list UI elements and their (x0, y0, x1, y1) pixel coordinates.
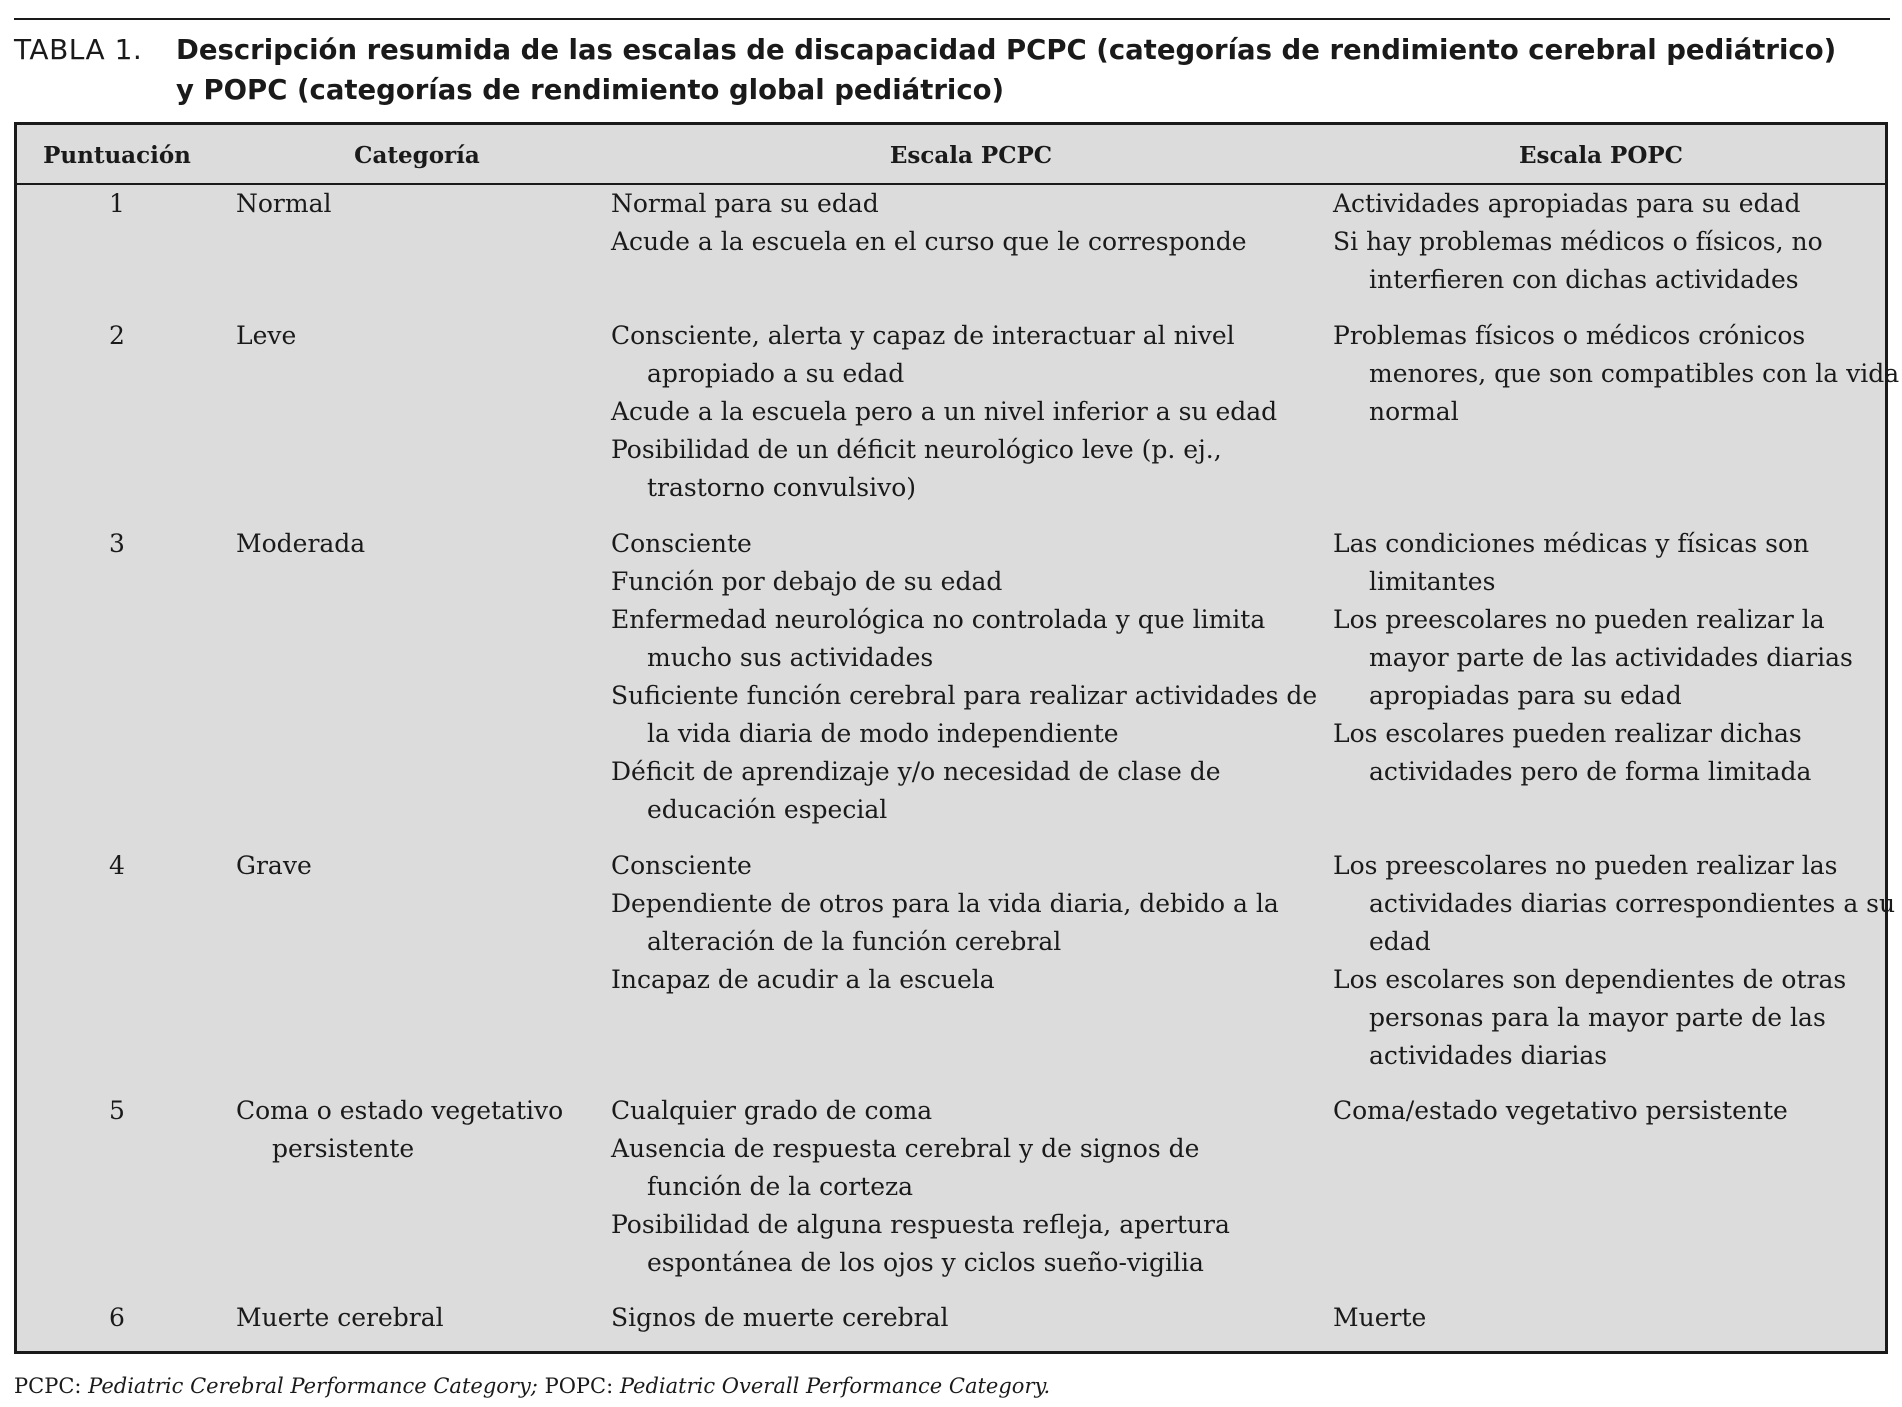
footnote-pcpc-expansion: Pediatric Cerebral Performance Category; (88, 1374, 538, 1398)
header-category: Categoría (354, 142, 480, 169)
pcpc-item: Consciente (611, 529, 752, 558)
pcpc-item: Enfermedad neurológica no controlada y que limita mucho sus actividades (611, 605, 1266, 672)
popc-item: Muerte (1333, 1303, 1427, 1332)
pcpc-item: Suficiente función cerebral para realizar actividades de la vida diaria de modo independiente (611, 681, 1318, 748)
category-cell (236, 1299, 606, 1337)
table-caption-line-1: Descripción resumida de las escalas de discapacidad PCPC (categorías de rendimiento cerebral pediátrico) (176, 34, 1837, 66)
popc-cell (1333, 317, 1900, 431)
popc-item: Las condiciones médicas y físicas son limitantes (1333, 529, 1810, 596)
pcpc-cell (611, 1299, 1331, 1337)
footnote-abbr-popc: POPC: (537, 1374, 620, 1398)
category-cell (236, 847, 606, 885)
popc-cell (1333, 1299, 1893, 1337)
category-text: Muerte cerebral (236, 1303, 444, 1332)
score-cell: 1 (109, 189, 125, 218)
score-cell: 3 (109, 529, 125, 558)
table-caption-line-2: y POPC (categorías de rendimiento global pediátrico) (176, 74, 1005, 106)
popc-cell (1333, 525, 1893, 791)
pcpc-item: Cualquier grado de coma (611, 1096, 933, 1125)
top-rule (14, 18, 1890, 20)
pcpc-item: Déficit de aprendizaje y/o necesidad de clase de educación especial (611, 757, 1221, 824)
category-cell (236, 1092, 606, 1168)
popc-cell (1333, 847, 1896, 1075)
popc-item: Los escolares son dependientes de otras personas para la mayor parte de las actividades diarias (1333, 965, 1847, 1070)
pcpc-cell (611, 525, 1331, 829)
footnote-popc-expansion: Pediatric Overall Performance Category. (619, 1374, 1051, 1398)
pcpc-cell (611, 317, 1331, 507)
table-number-label: TABLA 1. (14, 33, 143, 66)
pcpc-cell (611, 185, 1331, 261)
header-pcpc: Escala PCPC (889, 142, 1053, 169)
category-cell (236, 185, 606, 223)
category-text: Coma o estado vegetativo persistente (236, 1096, 564, 1163)
footnote-abbr-pcpc: PCPC: (14, 1374, 89, 1398)
category-text: Normal (236, 189, 332, 218)
table-caption (176, 30, 1876, 110)
category-text: Grave (236, 851, 312, 880)
pcpc-item: Consciente (611, 851, 752, 880)
popc-item: Actividades apropiadas para su edad (1333, 189, 1801, 218)
popc-cell (1333, 185, 1893, 299)
popc-item: Si hay problemas médicos o físicos, no interfieren con dichas actividades (1333, 227, 1823, 294)
pcpc-item: Posibilidad de un déficit neurológico leve (p. ej., trastorno convulsivo) (611, 435, 1222, 502)
pcpc-item: Incapaz de acudir a la escuela (611, 965, 995, 994)
category-cell (236, 317, 606, 355)
header-popc: Escala POPC (1519, 142, 1683, 169)
popc-item: Coma/estado vegetativo persistente (1333, 1096, 1788, 1125)
category-cell (236, 525, 606, 563)
score-cell: 6 (109, 1303, 125, 1332)
pcpc-item: Función por debajo de su edad (611, 567, 1003, 596)
pcpc-item: Normal para su edad (611, 189, 879, 218)
category-text: Moderada (236, 529, 366, 558)
pcpc-item: Signos de muerte cerebral (611, 1303, 949, 1332)
popc-item: Los escolares pueden realizar dichas actividades pero de forma limitada (1333, 719, 1812, 786)
header-score: Puntuación (43, 142, 191, 169)
table-header-row (17, 125, 1885, 185)
disability-scale-table (14, 122, 1900, 1354)
pcpc-item: Ausencia de respuesta cerebral y de signos de función de la corteza (611, 1134, 1200, 1201)
pcpc-item: Dependiente de otros para la vida diaria, debido a la alteración de la función cerebral (611, 889, 1279, 956)
popc-cell (1333, 1092, 1893, 1130)
pcpc-item: Posibilidad de alguna respuesta refleja, apertura espontánea de los ojos y ciclos sueño-vigilia (611, 1210, 1230, 1277)
pcpc-item: Acude a la escuela pero a un nivel inferior a su edad (611, 397, 1278, 426)
score-cell: 2 (109, 321, 125, 350)
pcpc-item: Consciente, alerta y capaz de interactuar al nivel apropiado a su edad (611, 321, 1235, 388)
score-cell: 4 (109, 851, 125, 880)
score-cell: 5 (109, 1096, 125, 1125)
pcpc-cell (611, 847, 1331, 999)
pcpc-cell (611, 1092, 1331, 1282)
table-footnote (14, 1372, 1050, 1400)
popc-item: Los preescolares no pueden realizar la mayor parte de las actividades diarias apropiadas para su edad (1333, 605, 1853, 710)
pcpc-item: Acude a la escuela en el curso que le corresponde (611, 227, 1247, 256)
category-text: Leve (236, 321, 297, 350)
popc-item: Problemas físicos o médicos crónicos menores, que son compatibles con la vida normal (1333, 321, 1900, 426)
popc-item: Los preescolares no pueden realizar las actividades diarias correspondientes a su edad (1333, 851, 1896, 956)
